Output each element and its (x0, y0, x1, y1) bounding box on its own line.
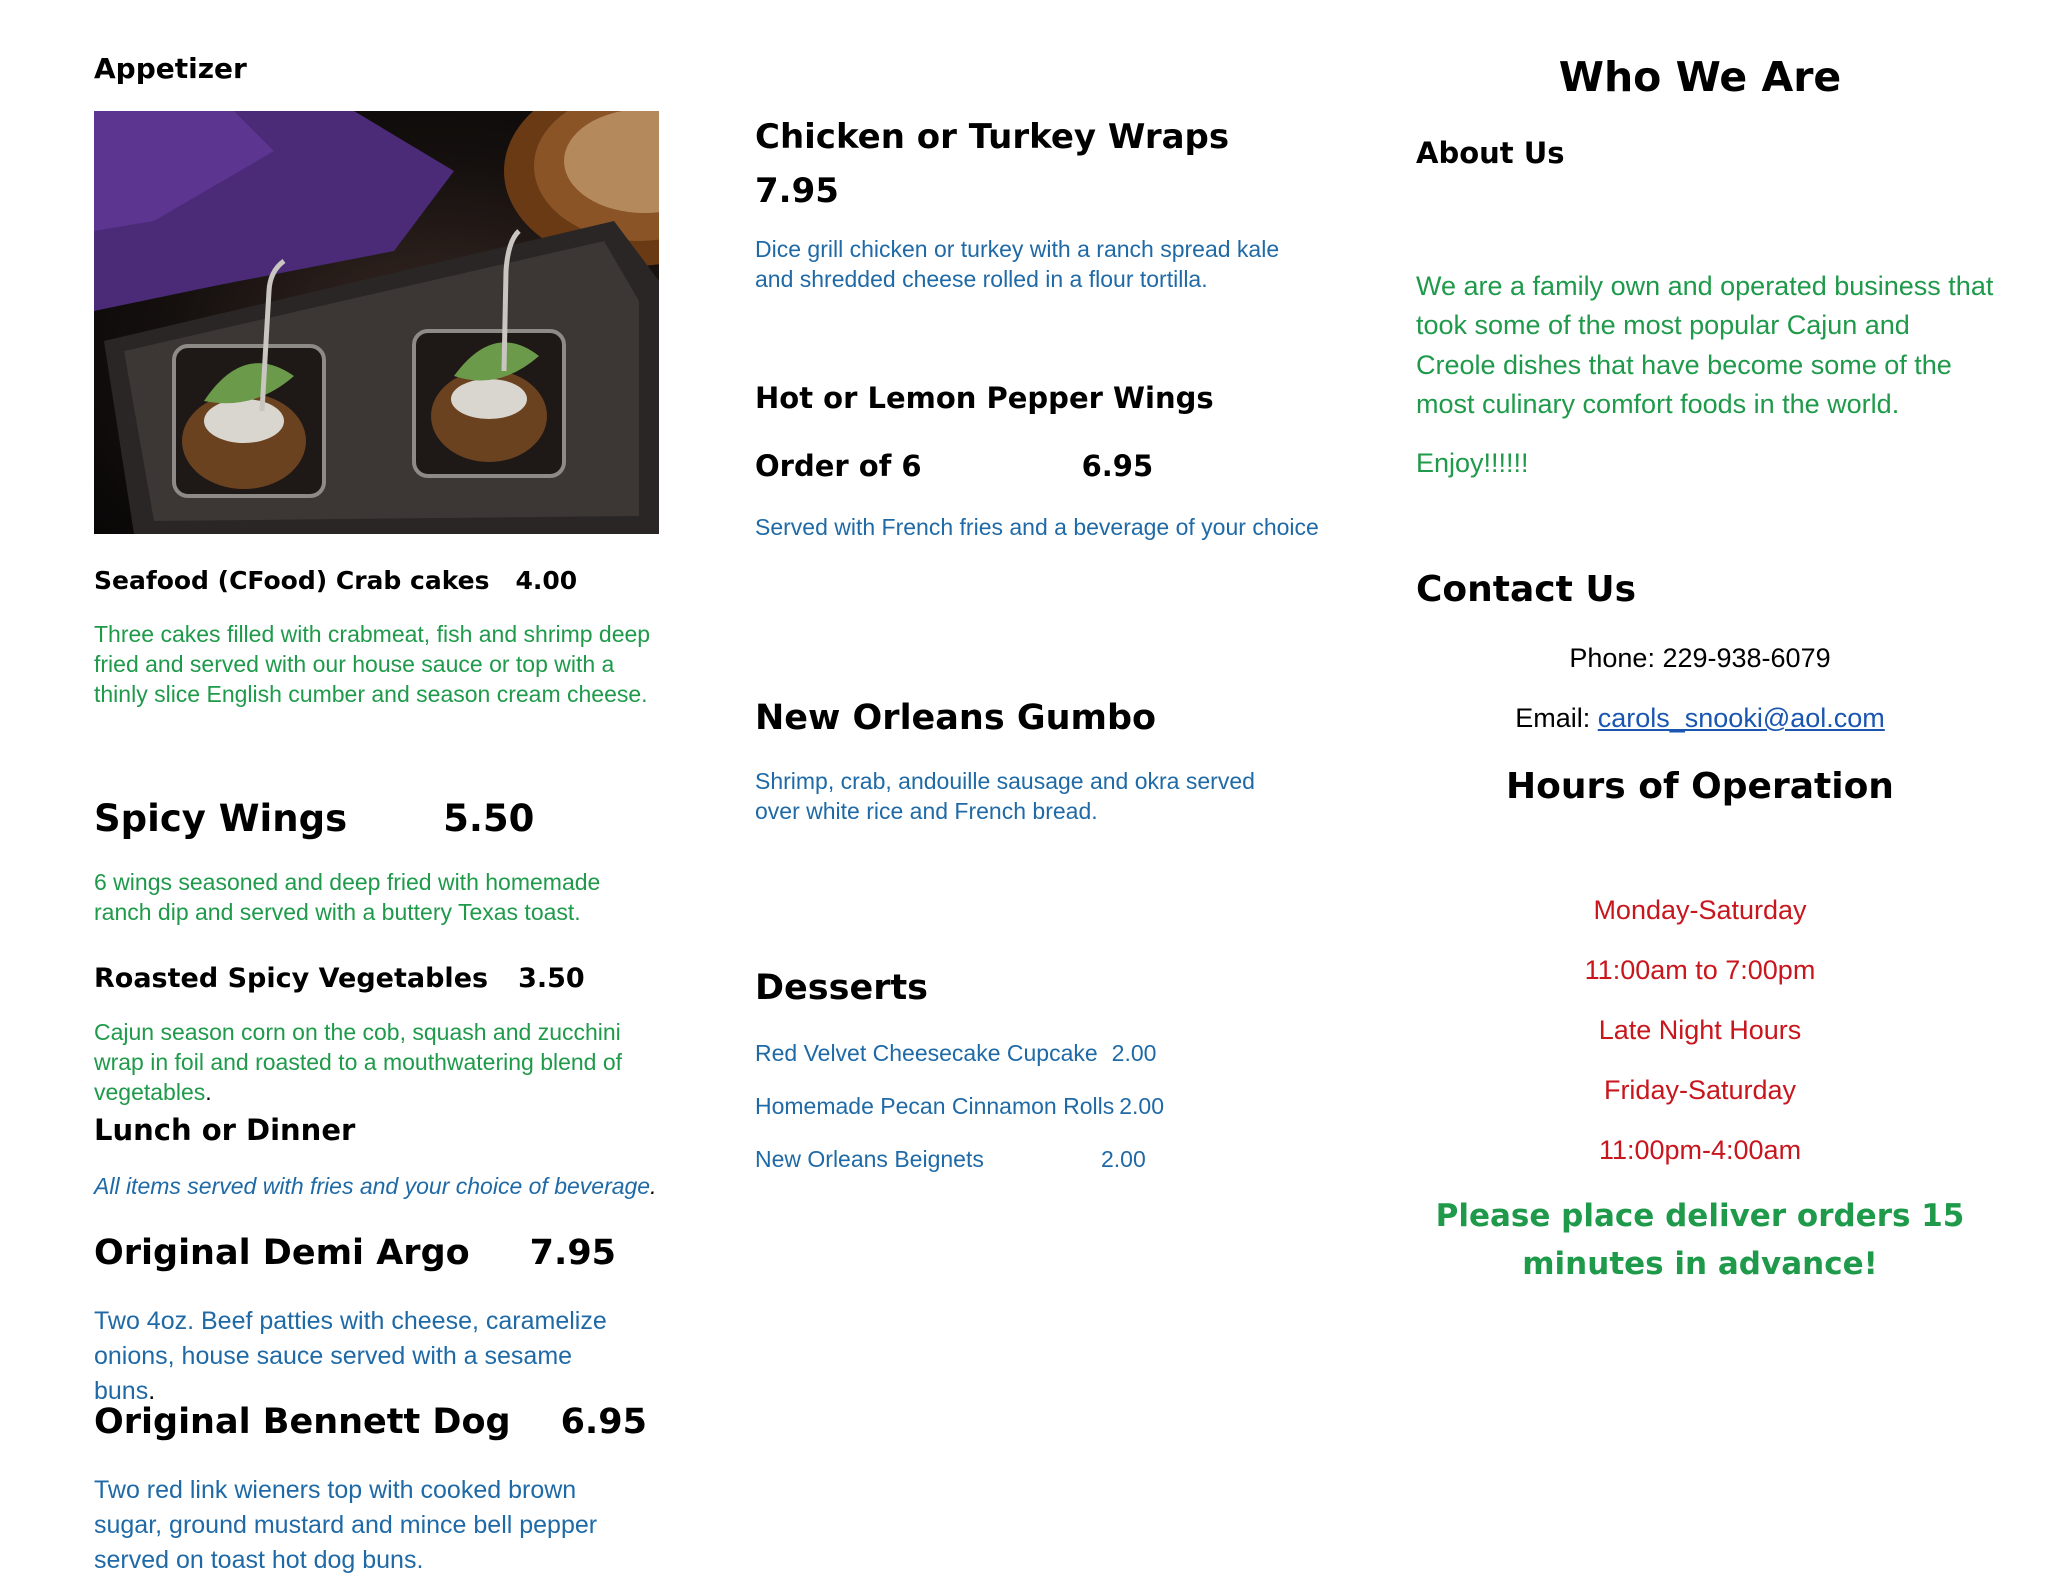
contact-us-heading: Contact Us (1416, 569, 1637, 610)
lemon-wings-order-label: Order of 6 (755, 449, 922, 483)
lemon-wings-title: Hot or Lemon Pepper Wings (755, 381, 1214, 415)
wraps-price: 7.95 (755, 171, 839, 212)
lunch-dinner-note (94, 1172, 657, 1202)
bennett-dog-description: Two red link wieners top with cooked brown sugar, ground mustard and mince bell pepper served on toast hot dog buns. (94, 1476, 598, 1574)
crab-cakes-price: 4.00 (515, 566, 578, 595)
hours-line: Monday-Saturday (1593, 895, 1807, 925)
hours-line: Late Night Hours (1598, 1015, 1802, 1045)
crab-cakes-photo (94, 111, 659, 534)
gumbo-title: New Orleans Gumbo (755, 698, 1157, 738)
lunch-dinner-note-text: All items served with fries and your choice of beverage (94, 1173, 651, 1199)
crab-cakes-name: Seafood (CFood) Crab cakes (94, 566, 490, 595)
wraps-name: Chicken or Turkey Wraps (755, 117, 1230, 157)
hours-heading: Hours of Operation (1506, 766, 1894, 807)
about-us-heading: About Us (1416, 136, 1565, 170)
who-we-are-heading: Who We Are (1558, 53, 1842, 101)
wraps-title (755, 110, 1229, 219)
demi-argo-price: 7.95 (529, 1233, 617, 1273)
roasted-vegetables-title (94, 963, 585, 994)
roasted-vegetables-price: 3.50 (518, 963, 585, 994)
lunch-dinner-note-period: . (650, 1173, 657, 1199)
spicy-wings-title (94, 797, 534, 840)
lunch-dinner-heading: Lunch or Dinner (94, 1113, 356, 1147)
crab-cakes-title (94, 566, 577, 595)
demi-argo-title (94, 1233, 616, 1273)
bennett-dog-price: 6.95 (560, 1402, 647, 1442)
bennett-dog-title (94, 1402, 647, 1442)
lemon-wings-price: 6.95 (1081, 449, 1154, 483)
lemon-wings-order (755, 449, 1153, 483)
hours-line: 11:00am to 7:00pm (1584, 955, 1816, 985)
email-line (1415, 701, 1985, 736)
enjoy-text: Enjoy!!!!!! (1416, 448, 1529, 478)
dessert-name: New Orleans Beignets (755, 1146, 984, 1172)
spicy-wings-description: 6 wings seasoned and deep fried with homemade ranch dip and served with a buttery Texas toast. (94, 869, 601, 925)
email-label: Email: (1515, 703, 1598, 733)
dessert-item (755, 1145, 984, 1175)
dessert-name: Homemade Pecan Cinnamon Rolls (755, 1093, 1115, 1119)
demi-argo-description-period: . (148, 1377, 156, 1405)
hours-line: Friday-Saturday (1603, 1075, 1797, 1105)
dessert-price: 2.00 (1101, 1146, 1146, 1172)
roasted-vegetables-description-text: Cajun season corn on the cob, squash and zucchini wrap in foil and roasted to a mouthwatering blend of vegetables (94, 1019, 623, 1105)
dessert-price: 2.00 (1111, 1040, 1157, 1066)
demi-argo-description (94, 1304, 634, 1409)
dessert-item (755, 1092, 1164, 1122)
roasted-vegetables-description-period: . (205, 1078, 212, 1105)
phone-number: Phone: 229-938-6079 (1569, 643, 1831, 673)
roasted-vegetables-name: Roasted Spicy Vegetables (94, 963, 489, 994)
spicy-wings-name: Spicy Wings (94, 797, 348, 840)
demi-argo-description-text: Two 4oz. Beef patties with cheese, caramelize onions, house sauce served with a sesame buns (94, 1307, 607, 1405)
email-link[interactable]: carols_snooki@aol.com (1597, 703, 1885, 733)
spicy-wings-price: 5.50 (443, 797, 535, 840)
demi-argo-name: Original Demi Argo (94, 1233, 470, 1273)
bennett-dog-name: Original Bennett Dog (94, 1402, 511, 1442)
lemon-wings-description: Served with French fries and a beverage of your choice (755, 514, 1319, 540)
gumbo-description: Shrimp, crab, andouille sausage and okra served over white rice and French bread. (755, 768, 1255, 824)
roasted-vegetables-description (94, 1018, 674, 1108)
dessert-price: 2.00 (1119, 1093, 1164, 1119)
about-us-text: We are a family own and operated business that took some of the most popular Cajun and Creole dishes that have become some of the most culinary comfort foods in the world. (1416, 271, 1994, 420)
desserts-heading: Desserts (755, 968, 929, 1008)
hours-line: 11:00pm-4:00am (1598, 1135, 1802, 1165)
appetizer-heading: Appetizer (94, 52, 247, 85)
dessert-name: Red Velvet Cheesecake Cupcake (755, 1040, 1098, 1066)
delivery-note: Please place deliver orders 15 minutes in advance! (1435, 1198, 1965, 1283)
crab-cakes-description: Three cakes filled with crabmeat, fish and shrimp deep fried and served with our house sauce or top with a thinly slice English cumber and season cream cheese. (94, 621, 651, 707)
wraps-description: Dice grill chicken or turkey with a ranch spread kale and shredded cheese rolled in a flour tortilla. (755, 236, 1280, 292)
dessert-item (755, 1039, 1156, 1069)
